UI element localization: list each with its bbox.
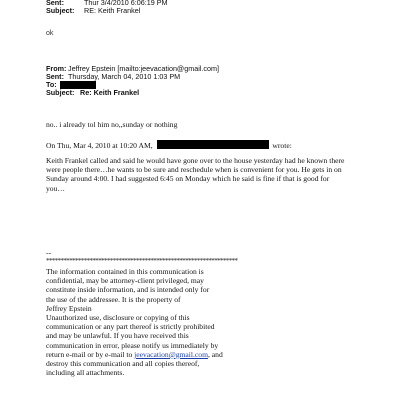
asterisk-divider: ****************************************************************** (46, 257, 238, 265)
disclaimer-email-suffix: , and (208, 349, 223, 359)
quote-intro-prefix: On Thu, Mar 4, 2010 at 10:20 AM, (46, 141, 153, 150)
disclaimer (46, 267, 296, 377)
forwarded-from-value: Jeffrey Epstein [mailto:jeevacation@gmail.com] (68, 64, 219, 73)
disclaimer-email-line (46, 350, 296, 359)
email-link[interactable]: jeevacation@gmail.com (134, 349, 208, 359)
message-line: no.. i already tol him no,,sunday or nothing (46, 120, 178, 129)
disclaimer-email-prefix: return e-mail or by e-mail to (46, 349, 133, 359)
disclaimer-line: communication or any part thereof is strictly prohibited (46, 322, 215, 332)
quoted-line: Keith Frankel called and said he would have gone over to the house yesterday had he known there (46, 156, 345, 165)
disclaimer-line: The information contained in this communication is (46, 267, 204, 276)
disclaimer-line: and may be unlawful. If you have received this (46, 331, 189, 341)
quoted-message (46, 156, 344, 193)
reply-subject-label: Subject: (46, 6, 75, 15)
forwarded-sent-value: Thursday, March 04, 2010 1:03 PM (68, 72, 181, 81)
disclaimer-line: constitute inside information, and is intended only for (46, 285, 210, 295)
disclaimer-line: destroy this communication and all copies thereof, (46, 359, 200, 369)
quote-intro (46, 140, 292, 150)
disclaimer-line: the use of the addressee. It is the property of (46, 294, 181, 304)
reply-subject-value: RE: Keith Frankel (84, 6, 141, 15)
quote-intro-suffix: wrote: (272, 141, 292, 150)
reply-sent-value: Thur 3/4/2010 6:06:19 PM (84, 0, 168, 7)
disclaimer-line: confidential, may be attorney-client privileged, may (46, 276, 204, 286)
quoted-line: you… (46, 183, 65, 193)
forwarded-subject-value: Re: Keith Frankel (80, 88, 140, 97)
redaction-bar-sender (157, 140, 269, 149)
forwarded-subject-label: Subject: (46, 88, 75, 97)
forwarded-from-label: From: (46, 64, 67, 73)
reply-body: ok (46, 30, 54, 37)
disclaimer-line: Unauthorized use, disclosure or copying of this (46, 313, 190, 323)
quoted-line: Sunday around 4:00. I had suggested 6:45 on Monday which he said is fine if that is good for (46, 174, 330, 184)
disclaimer-line: including all attachments. (46, 368, 125, 378)
signature-dashes: -- (46, 248, 52, 257)
disclaimer-line: communication in error, please notify us immediately by (46, 340, 219, 350)
forwarded-sent-label: Sent: (46, 72, 64, 81)
disclaimer-line: Jeffrey Epstein (46, 303, 92, 313)
quoted-line: were people there…he wants to be sure and reschedule when is convenient for you. He gets in on (46, 165, 342, 175)
forwarded-to-label: To: (46, 80, 57, 89)
reply-sent-label: Sent: (46, 0, 64, 7)
